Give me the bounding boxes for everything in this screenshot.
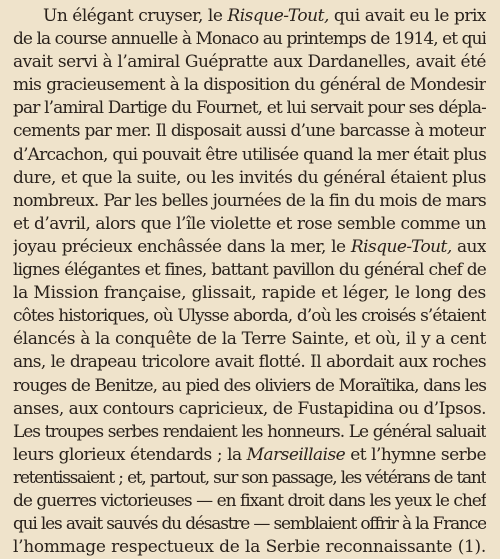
text-run: et d’avril, alors que l’île violette et rose semble comme un [13,213,486,234]
text-line [13,375,486,398]
text-run: Un élégant cruyser, le [43,6,228,26]
text-run: aux [451,236,486,257]
text-run: mis gracieusement à la disposition du général de Mondesir [13,75,486,96]
text-line [13,144,486,167]
text-run: d’Arcachon, qui pouvait être utilisée quand la mer était plus [13,144,486,165]
text-line [13,213,486,236]
text-line [13,305,486,328]
text-run: lignes élégantes et fines, battant pavillon du général chef de [13,260,486,281]
text-line [13,351,486,374]
italic-text-run: Risque-Tout, [350,236,452,257]
text-line [13,74,486,97]
text-line [13,398,486,421]
text-line [13,328,486,351]
text-run: qui les avait sauvés du désastre — semblaient offrir à la France [13,514,486,535]
text-run: cements par mer. Il disposait aussi d’une barcasse à moteur [13,121,486,142]
text-line [13,236,486,259]
text-line [13,467,486,490]
paragraph [13,5,486,559]
text-line [13,167,486,190]
text-run: Les troupes serbes rendaient les honneurs. Le général saluait [13,421,486,442]
text-run: avait servi à l’amiral Guépratte aux Dardanelles, avait été [13,52,486,73]
text-run: ans, le drapeau tricolore avait flotté. Il abordait aux roches [13,352,486,373]
text-line [13,5,486,28]
text-line [13,51,486,74]
text-line [13,97,486,120]
text-run: et l’hymne serbe [345,444,486,465]
text-line [13,190,486,213]
text-run: joyau précieux enchâssée dans la mer, le [13,236,351,257]
text-run: rouges de Benitze, au pied des oliviers de Moraïtika, dans les [13,375,486,396]
text-line [13,259,486,282]
text-run: de la course annuelle à Monaco au printemps de 1914, et qui [13,29,486,50]
italic-text-run: Marseillaise [246,444,346,465]
text-run: l’hommage respectueux de la Serbie reconnaissante (1). [13,537,486,558]
text-run: nombreux. Par les belles journées de la fin du mois de mars [13,190,486,211]
text-line [13,536,486,559]
text-run: qui avait eu le prix [328,6,486,26]
italic-text-run: Risque-Tout, [227,6,329,26]
text-run: élancés à la conquête de la Terre Sainte, et où, il y a cent [13,329,486,350]
text-run: dure, et que la suite, ou les invités du général étaient plus [13,167,486,188]
text-run: retentissaient ; et, partout, sur son passage, les vétérans de tant [13,467,486,488]
text-line [13,421,486,444]
text-line [13,513,486,536]
text-line [13,120,486,143]
text-line [13,28,486,51]
text-run: leurs glorieux étendards ; la [13,444,247,465]
text-run: la Mission française, glissait, rapide et léger, le long des [13,283,486,304]
text-run: côtes historiques, où Ulysse aborda, d’où les croisés s’étaient [13,306,486,327]
text-line [13,282,486,305]
text-run: de guerres victorieuses — en fixant droit dans les yeux le chef [13,490,486,511]
text-line [13,444,486,467]
text-run: par l’amiral Dartige du Fournet, et lui servait pour ses dépla- [13,98,486,119]
text-run: anses, aux contours capricieux, de Fustapidina ou d’Ipsos. [13,398,486,419]
text-line [13,490,486,513]
